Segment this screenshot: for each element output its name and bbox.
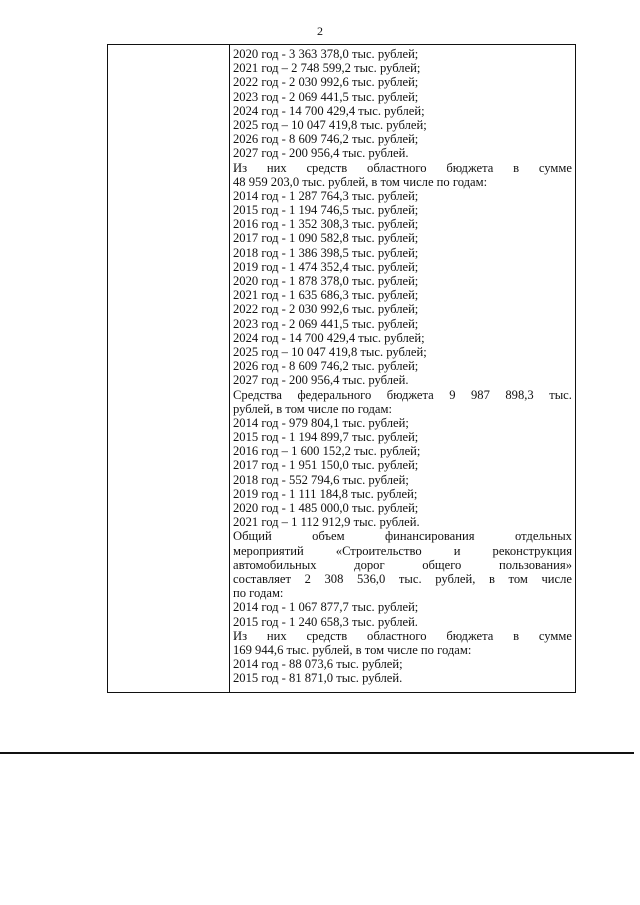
text-line: 2021 год – 1 112 912,9 тыс. рублей. [233,515,420,530]
word: 536,0 [356,571,386,586]
table-text-cell [233,47,572,685]
text-line: 2014 год - 979 804,1 тыс. рублей; [233,415,409,430]
text-line: 2014 год - 88 073,6 тыс. рублей; [233,657,403,672]
text-line: 2014 год - 1 287 764,3 тыс. рублей; [233,188,419,203]
word: пользования» [498,557,572,572]
text-line: 2016 год - 1 352 308,3 тыс. рублей; [233,217,419,232]
word: дорог [354,557,385,572]
text-line: 2024 год - 14 700 429,4 тыс. рублей; [233,330,425,345]
word: Из [233,160,248,175]
word: средств [306,628,348,643]
word: бюджета [386,387,434,402]
word: 987 [471,387,490,402]
text-line [233,572,572,586]
text-line [233,529,572,543]
text-line: 2026 год - 8 609 746,2 тыс. рублей; [233,359,419,374]
text-line: 48 959 203,0 тыс. рублей, в том числе по годам: [233,174,488,189]
word: сумме [538,628,572,643]
text-line: 2020 год - 1 878 378,0 тыс. рублей; [233,274,419,288]
text-line: 2014 год - 1 067 877,7 тыс. рублей; [233,600,419,615]
word: в [488,571,495,586]
column-divider [229,45,230,692]
text-line: 2015 год - 1 240 658,3 тыс. рублей. [233,614,418,629]
word: сумме [538,160,572,175]
word: федерального [297,387,372,402]
word: составляет [233,571,291,586]
word: 308 [324,571,344,586]
word: мероприятий [233,543,304,558]
word: бюджета [446,160,494,175]
text-line: 2022 год - 2 030 992,6 тыс. рублей; [233,75,419,90]
word: Общий [233,529,272,544]
text-line: по годам: [233,586,284,601]
word: числе [541,571,572,586]
text-line: 2023 год - 2 069 441,5 тыс. рублей; [233,89,419,104]
text-line: 2024 год - 14 700 429,4 тыс. рублей; [233,103,425,118]
text-line: 2020 год - 1 485 000,0 тыс. рублей; [233,501,419,515]
word: «Строительство [335,543,422,558]
word: Из [233,628,248,643]
text-line: 2027 год - 200 956,4 тыс. рублей. [233,373,409,388]
word: Средства [233,387,282,402]
word: областного [367,628,427,643]
text-line: 2015 год - 1 194 746,5 тыс. рублей; [233,203,419,218]
text-line: 2017 год - 1 090 582,8 тыс. рублей; [233,231,419,246]
text-line [233,558,572,572]
text-line [233,629,572,643]
text-line: 2019 год - 1 474 352,4 тыс. рублей; [233,259,419,274]
text-line: 2016 год – 1 600 152,2 тыс. рублей; [233,444,421,459]
word: том [508,571,528,586]
text-line: 2018 год - 1 386 398,5 тыс. рублей; [233,245,419,260]
word: рублей, [435,571,476,586]
text-line: 2021 год - 1 635 686,3 тыс. рублей; [233,288,419,303]
word: 9 [449,387,456,402]
word: тыс. [398,571,422,586]
word: реконструкция [492,543,572,558]
word: них [266,160,287,175]
text-line [233,161,572,175]
text-line: 2025 год – 10 047 419,8 тыс. рублей; [233,117,427,132]
word: них [266,628,287,643]
word: тыс. [549,387,572,402]
word: отдельных [514,529,572,544]
word: общего [422,557,462,572]
text-line: 2023 год - 2 069 441,5 тыс. рублей; [233,316,419,331]
word: в [513,628,520,643]
text-line: 2026 год - 8 609 746,2 тыс. рублей; [233,132,419,147]
word: финансирования [385,529,475,544]
word: средств [306,160,348,175]
text-line: 2025 год – 10 047 419,8 тыс. рублей; [233,344,427,359]
bottom-divider-line [0,752,634,754]
word: 898,3 [505,387,534,402]
text-line: 2015 год - 1 194 899,7 тыс. рублей; [233,430,419,445]
text-line: рублей, в том числе по годам: [233,401,392,416]
word: автомобильных [233,557,317,572]
word: в [513,160,520,175]
text-line: 2019 год - 1 111 184,8 тыс. рублей; [233,486,418,501]
page-number: 2 [317,24,323,38]
text-line [233,388,572,402]
text-line: 2020 год - 3 363 378,0 тыс. рублей; [233,47,419,61]
word: областного [367,160,427,175]
text-line: 2021 год – 2 748 599,2 тыс. рублей; [233,61,421,76]
word: и [453,543,461,558]
text-line: 2017 год - 1 951 150,0 тыс. рублей; [233,458,419,473]
text-line: 2027 год - 200 956,4 тыс. рублей. [233,146,409,161]
text-line: 2022 год - 2 030 992,6 тыс. рублей; [233,302,419,317]
text-line [233,544,572,558]
word: 2 [304,571,311,586]
text-line: 169 944,6 тыс. рублей, в том числе по годам: [233,642,472,657]
document-table [107,44,576,693]
text-line: 2018 год - 552 794,6 тыс. рублей; [233,472,409,487]
word: бюджета [446,628,494,643]
word: объем [312,529,345,544]
text-line: 2015 год - 81 871,0 тыс. рублей. [233,671,403,686]
